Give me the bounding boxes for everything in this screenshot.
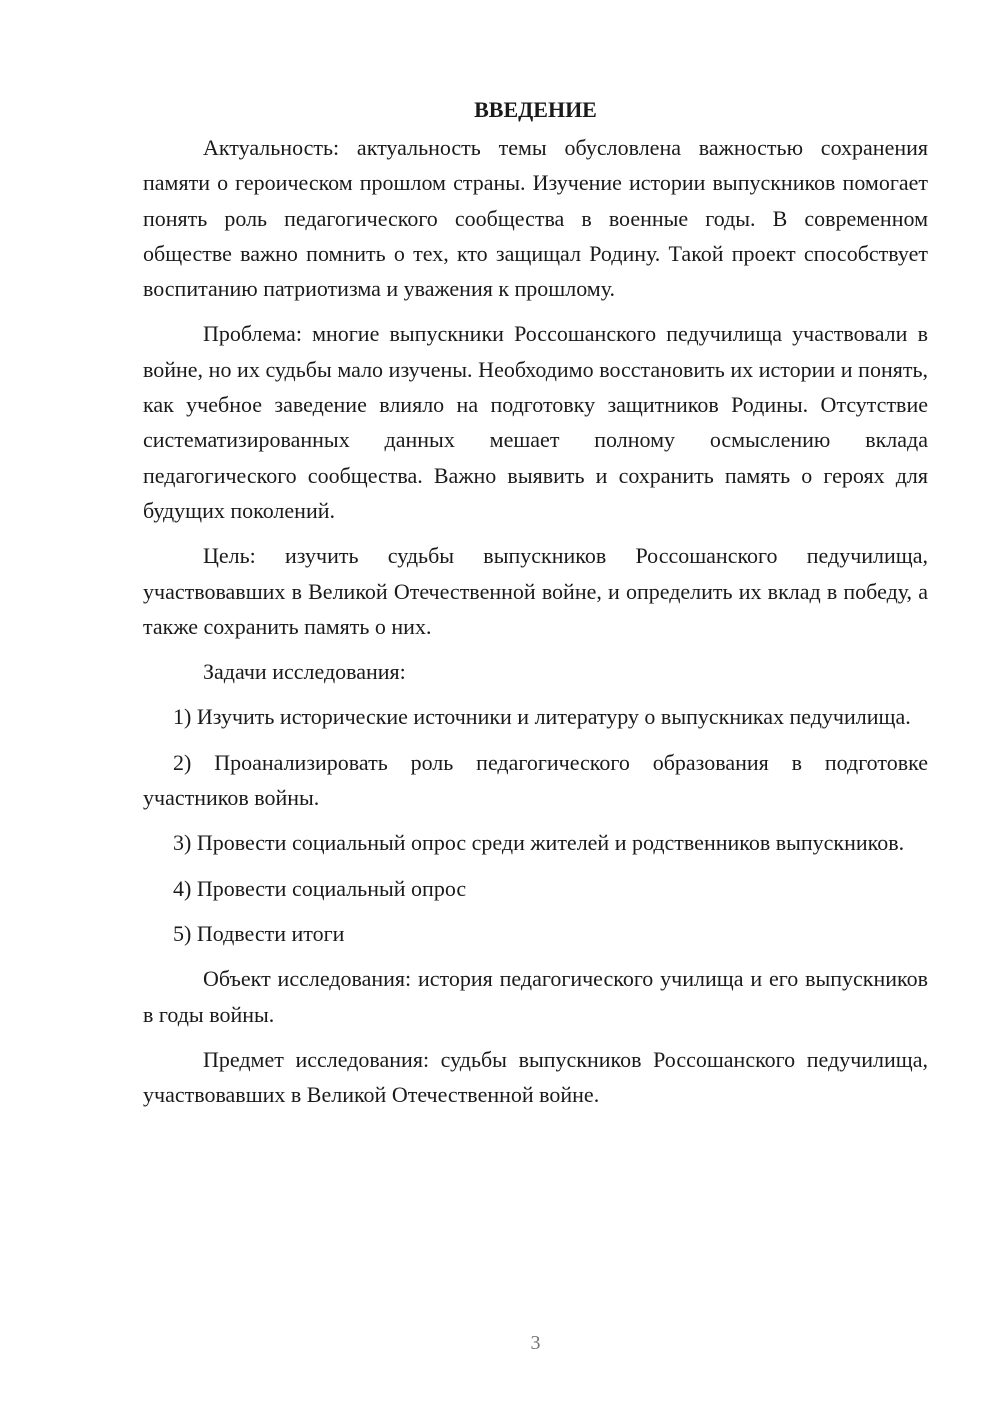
section-title: ВВЕДЕНИЕ xyxy=(474,97,597,122)
paragraph-subject: Предмет исследования: судьбы выпускников Россошанского педучилища, участвовавших в Великой Отечественной войне. xyxy=(143,1046,928,1108)
paragraph-object: Объект исследования: история педагогического училища и его выпускников в годы войны. xyxy=(143,966,928,1027)
task-item-2: 2) Проанализировать роль педагогического образования в подготовке участников войны. xyxy=(143,749,928,811)
page-number: 3 xyxy=(530,1332,541,1354)
paragraph-relevance: Актуальность: актуальность темы обусловлена важностью сохранения памяти о героическом прошлом страны. Изучение истории выпускников помогает понять роль педагогического сообщества в военные годы. В современном обществе важно помнить о тех, кто защищал Родину. Такой проект способствует воспитанию патриотизма и уважения к прошлому. xyxy=(143,135,928,302)
task-item-5: 5) Подвести итоги xyxy=(173,920,345,946)
task-item-1: 1) Изучить исторические источники и литературу о выпускниках педучилища. xyxy=(173,704,911,730)
paragraph-problem: Проблема: многие выпускники Россошанского педучилища участвовали в войне, но их судьбы мало изучены. Необходимо восстановить их истории и понять, как учебное заведение влияло на подготовку защитников Родины. Отсутствие систематизированных данных мешает полному осмыслению вклада педагогического сообщества. Важно выявить и сохранить память о героях для будущих поколений. xyxy=(143,321,928,523)
document-page xyxy=(143,92,928,1122)
paragraph-tasks-heading: Задачи исследования: xyxy=(203,659,406,685)
paragraph-goal: Цель: изучить судьбы выпускников Россошанского педучилища, участвовавших в Великой Отечественной войне, и определить их вклад в победу, а также сохранить память о них. xyxy=(143,543,928,639)
task-item-3: 3) Провести социальный опрос среди жителей и родственников выпускников. xyxy=(173,830,905,856)
task-item-4: 4) Провести социальный опрос xyxy=(173,875,467,901)
